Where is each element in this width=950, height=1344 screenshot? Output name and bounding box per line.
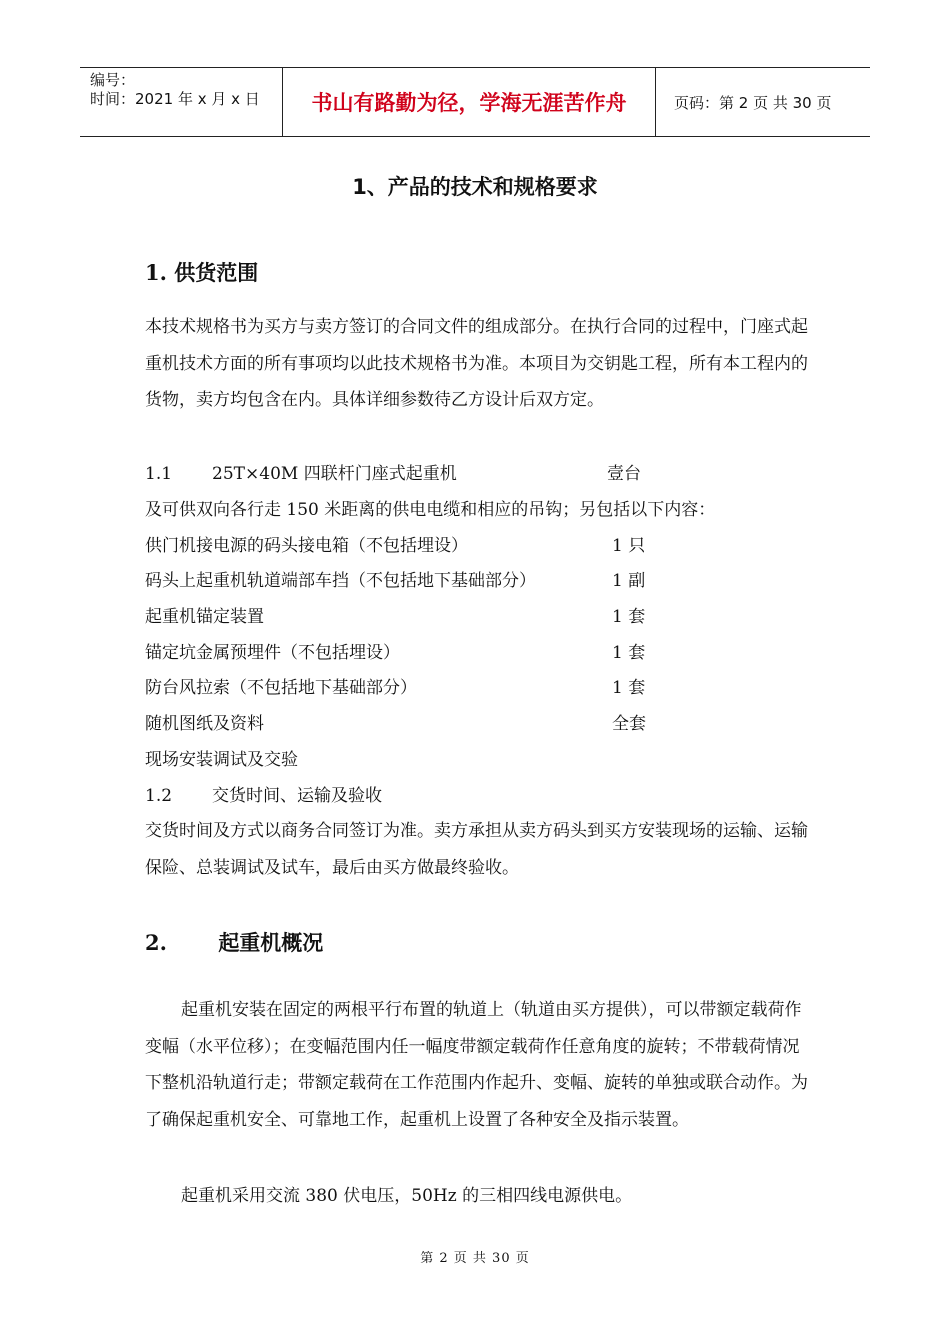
section-1-heading — [145, 257, 258, 287]
list-item: 锚定坑金属预埋件（不包括埋设） — [145, 643, 400, 663]
item-1-1-qty: 壹台 — [607, 464, 641, 484]
list-item: 码头上起重机轨道端部车挡（不包括地下基础部分） — [145, 571, 536, 591]
list-item-qty: 1 套 — [612, 643, 646, 663]
section-2-paragraph-1: 起重机安装在固定的两根平行布置的轨道上（轨道由买方提供），可以带额定载荷作变幅（水平位移）；在变幅范围内任一幅度带额定载荷作任意角度的旋转；不带载荷情况下整机沿轨道行走；带额定载荷在工作范围内作起升、变幅、旋转的单独或联合动作。为了确保起重机安全、可靠地工作，起重机上设置了各种安全及指示装置。 — [145, 1000, 808, 1130]
item-1-1 — [145, 464, 457, 484]
page-info-text: 页码：第 2 页 共 30 页 — [674, 93, 832, 112]
item-1-2-text: 交货时间、运输及验收 — [212, 786, 383, 806]
code-label: 编号： — [90, 71, 136, 89]
header-page-info — [664, 68, 870, 136]
list-item: 防台风拉索（不包括地下基础部分） — [145, 678, 417, 698]
list-item: 起重机锚定装置 — [145, 607, 264, 627]
list-item: 供门机接电源的码头接电箱（不包括埋设） — [145, 536, 468, 556]
section-2-number: 2. — [145, 930, 167, 955]
item-1-2 — [145, 786, 382, 806]
list-item-qty: 全套 — [612, 714, 646, 734]
item-1-1-text: 25T×40M 四联杆门座式起重机 — [212, 464, 457, 484]
item-1-1-note: 及可供双向各行走 150 米距离的供电电缆和相应的吊钩；另包括以下内容： — [145, 500, 716, 520]
list-item: 现场安装调试及交验 — [145, 750, 298, 770]
list-item-qty: 1 只 — [612, 536, 646, 556]
document-title: 1、产品的技术和规格要求 — [352, 175, 598, 199]
section-1-number: 1. — [145, 260, 167, 285]
time-label: 时间：2021 年 x 月 x 日 — [90, 90, 260, 108]
header-meta — [80, 68, 282, 136]
list-item: 随机图纸及资料 — [145, 714, 264, 734]
header-motto: 书山有路勤为径，学海无涯苦作舟 — [282, 68, 656, 136]
section-2-title: 起重机概况 — [218, 931, 324, 955]
page-footer: 第 2 页 共 30 页 — [420, 1251, 530, 1266]
page-header — [80, 67, 870, 137]
list-item-qty: 1 副 — [612, 571, 646, 591]
item-1-2-number: 1.2 — [145, 786, 173, 806]
section-2-heading — [145, 927, 323, 957]
section-1-title: 供货范围 — [174, 261, 259, 285]
list-item-qty: 1 套 — [612, 678, 646, 698]
item-1-2-body: 交货时间及方式以商务合同签订为准。卖方承担从卖方码头到买方安装现场的运输、运输保险、总装调试及试车，最后由买方做最终验收。 — [145, 821, 808, 878]
list-item-qty: 1 套 — [612, 607, 646, 627]
section-2-paragraph-2: 起重机采用交流 380 伏电压，50Hz 的三相四线电源供电。 — [181, 1186, 633, 1206]
section-1-intro: 本技术规格书为买方与卖方签订的合同文件的组成部分。在执行合同的过程中，门座式起重机技术方面的所有事项均以此技术规格书为准。本项目为交钥匙工程，所有本工程内的货物，卖方均包含在内。具体详细参数待乙方设计后双方定。 — [145, 317, 808, 410]
item-1-1-number: 1.1 — [145, 464, 173, 484]
